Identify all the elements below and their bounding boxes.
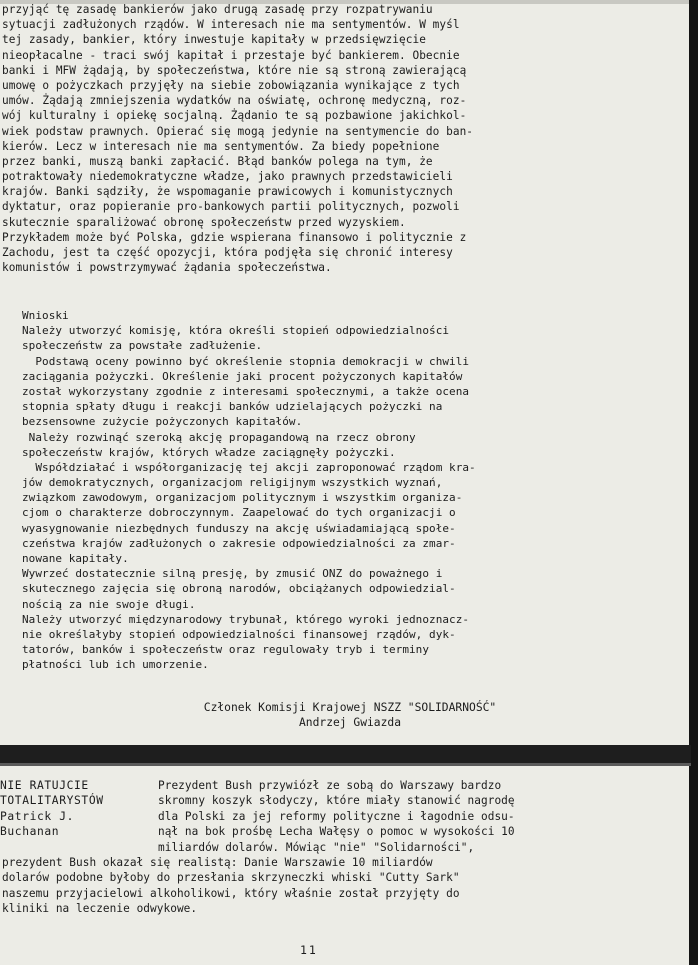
conclusions-text-line: Podstawą oceny powinno być określenie stopnia demokracji w chwili [22, 354, 470, 368]
conclusions-text-line: zaciągania pożyczki. Określenie jaki procent pożyczonych kapitałów [22, 369, 463, 383]
conclusions-text-line: jów demokratycznych, organizacjom religijnym wszystkich wyznań, [22, 476, 443, 490]
article-text-continued-line: naszemu przyjacielowi alkoholikowi, który właśnie został przyjęty do [2, 886, 460, 900]
article-text-continued-line: kliniki na leczenie odwykowe. [2, 902, 198, 916]
article-text-line: Prezydent Bush przywiózł ze sobą do Warszawy bardzo [158, 779, 502, 792]
main-text-line: potraktowały niedemokratyczne władze, jako prawnych przedstawicieli [2, 170, 453, 184]
article-text-column [158, 778, 668, 855]
main-text-line: umów. Żądają zmniejszenia wydatków na oświatę, ochronę medyczną, roz- [2, 94, 467, 108]
conclusions-text-line: nowane kapitały. [22, 552, 129, 565]
main-text-line: Przykładem może być Polska, gdzie wspierana finansowo i politycznie z [2, 230, 467, 244]
main-text-line: krajów. Banki sądziły, że wspomaganie prawicowych i komunistycznych [2, 185, 453, 199]
conclusions-text-line: Należy utworzyć międzynarodowy trybunał, którego wyroki jednoznacz- [22, 612, 470, 626]
main-text-line: umowę o pożyczkach przyjęły na siebie zobowiązania wynikające z tych [2, 78, 460, 92]
conclusions-text-line: Należy rozwinąć szeroką akcję propagandową na rzecz obrony [22, 430, 416, 444]
signature-title: Członek Komisji Krajowej NSZZ "SOLIDARNOŚĆ" [203, 701, 497, 714]
conclusions-text-line: czeństwa krajów zadłużonych o zakresie odpowiedzialności za zmar- [22, 536, 456, 550]
conclusions-text-line: Współdziałać i współorganizację tej akcji zaproponować rządom kra- [22, 460, 476, 474]
main-text-line: przyjąć tę zasadę bankierów jako drugą zasadę przy rozpatrywaniu [2, 3, 433, 16]
section-divider-shadow [0, 763, 691, 766]
conclusions-text-line: skutecznego zajęcia się obroną narodów, obciążanych odpowiedzial- [22, 582, 456, 596]
conclusions-text-line: nością za nie swoje długi. [22, 597, 196, 611]
conclusions-text-line: Wnioski [22, 309, 69, 322]
main-text-block [2, 2, 662, 275]
conclusions-text-line: związkom zawodowym, organizacjom politycznym i wszystkim organiza- [22, 491, 463, 505]
conclusions-text-line: Wywrzeć dostatecznie silną presję, by zmusić ONZ do poważnego i [22, 567, 443, 581]
main-text-line: sytuacji zadłużonych rządów. W interesach nie ma sentymentów. W myśl [2, 18, 460, 32]
main-text-line: wój kulturalny i opiekę socjalną. Żądanio te są pozbawione jakichkol- [2, 109, 467, 123]
scan-right-edge [689, 0, 698, 965]
main-text-line: skutecznie sparaliżować obronę społeczeństw przed wyzyskiem. [2, 215, 406, 229]
article-text-continued [2, 855, 667, 917]
main-text-line: banki i MFW żądają, by społeczeństwa, które nie są stroną zawierającą [2, 63, 467, 77]
article-sidebar-title [0, 778, 160, 840]
article-text-line: dla Polski za jej reformy polityczne i łagodnie odsu- [158, 809, 515, 823]
article-text-line: miliardów dolarów. Mówiąc "nie" "Solidarności", [158, 840, 475, 854]
conclusions-text-line: społeczeństw krajów, których władze zaciągnęły pożyczki. [22, 445, 396, 459]
article-text-line: skromny koszyk słodyczy, które miały stanowić nagrodę [158, 794, 515, 808]
conclusions-text-line: stopnia spłaty długu i reakcji banków udzielających pożyczki na [22, 400, 443, 414]
main-text-line: kierów. Lecz w interesach nie ma sentymentów. Za biedy popełnione [2, 139, 440, 153]
conclusions-text-line: społeczeństw za powstałe zadłużenie. [22, 339, 263, 353]
conclusions-text-line: cjom o charakterze dobroczynnym. Zaapelować do tych organizacji o [22, 506, 456, 520]
conclusions-text-line: został wykorzystany zgodnie z interesami społecznymi, a także ocena [22, 384, 470, 398]
article-text-line: nął na bok prośbę Lecha Wałęsy o pomoc w wysokości 10 [158, 825, 515, 839]
conclusions-text-line: Należy utworzyć komisję, która określi stopień odpowiedzialności [22, 324, 450, 338]
main-text-line: przez banki, muszą banki zapłacić. Błąd banków polega na tym, że [2, 154, 433, 168]
main-text-line: dyktatur, oraz popieranie pro-bankowych partii politycznych, pozwoli [2, 200, 460, 214]
sidebar-title-line: Patrick J. [0, 809, 75, 823]
sidebar-title-line: NIE RATUJCIE [0, 779, 89, 792]
conclusions-text-line: płatności lub ich umorzenie. [22, 658, 209, 672]
main-text-line: nieopłacalne - traci swój kapitał i przestaje być bankierem. Obecnie [2, 48, 460, 62]
conclusions-block [22, 308, 662, 673]
conclusions-text-line: tatorów, banków i społeczeństw oraz regulowały tryb i terminy [22, 643, 430, 657]
page-number: 11 [300, 943, 318, 957]
main-text-line: komunistów i powstrzymywać żądania społeczeństwa. [2, 261, 332, 275]
article-text-continued-line: dolarów podobne byłoby do przesłania skrzyneczki whiski "Cutty Sark" [2, 871, 460, 885]
article-text-continued-line: prezydent Bush okazał się realistą: Danie Warszawie 10 miliardów [2, 856, 433, 869]
main-text-line: tej zasady, bankier, który inwestuje kapitały w przedsięwzięcie [2, 33, 426, 47]
sidebar-title-line: TOTALITARYSTÓW [0, 794, 104, 808]
sidebar-title-line: Buchanan [0, 825, 60, 839]
signature-name: Andrzej Gwiazda [298, 716, 402, 729]
main-text-line: Zachodu, jest ta część opozycji, która podjęła się chronić interesy [2, 246, 453, 259]
main-text-line: wiek podstaw prawnych. Opierać się mogą jedynie na sentymencie do ban- [2, 124, 474, 138]
section-divider-bar [0, 745, 691, 763]
conclusions-text-line: bezsensowne zużycie pożyczonych kapitałów. [22, 415, 303, 429]
conclusions-text-line: nie określałyby stopień odpowiedzialności finansowej rządów, dyk- [22, 627, 456, 641]
conclusions-text-line: wyasygnowanie niezbędnych funduszy na akcję uświadamiającą społe- [22, 521, 456, 535]
